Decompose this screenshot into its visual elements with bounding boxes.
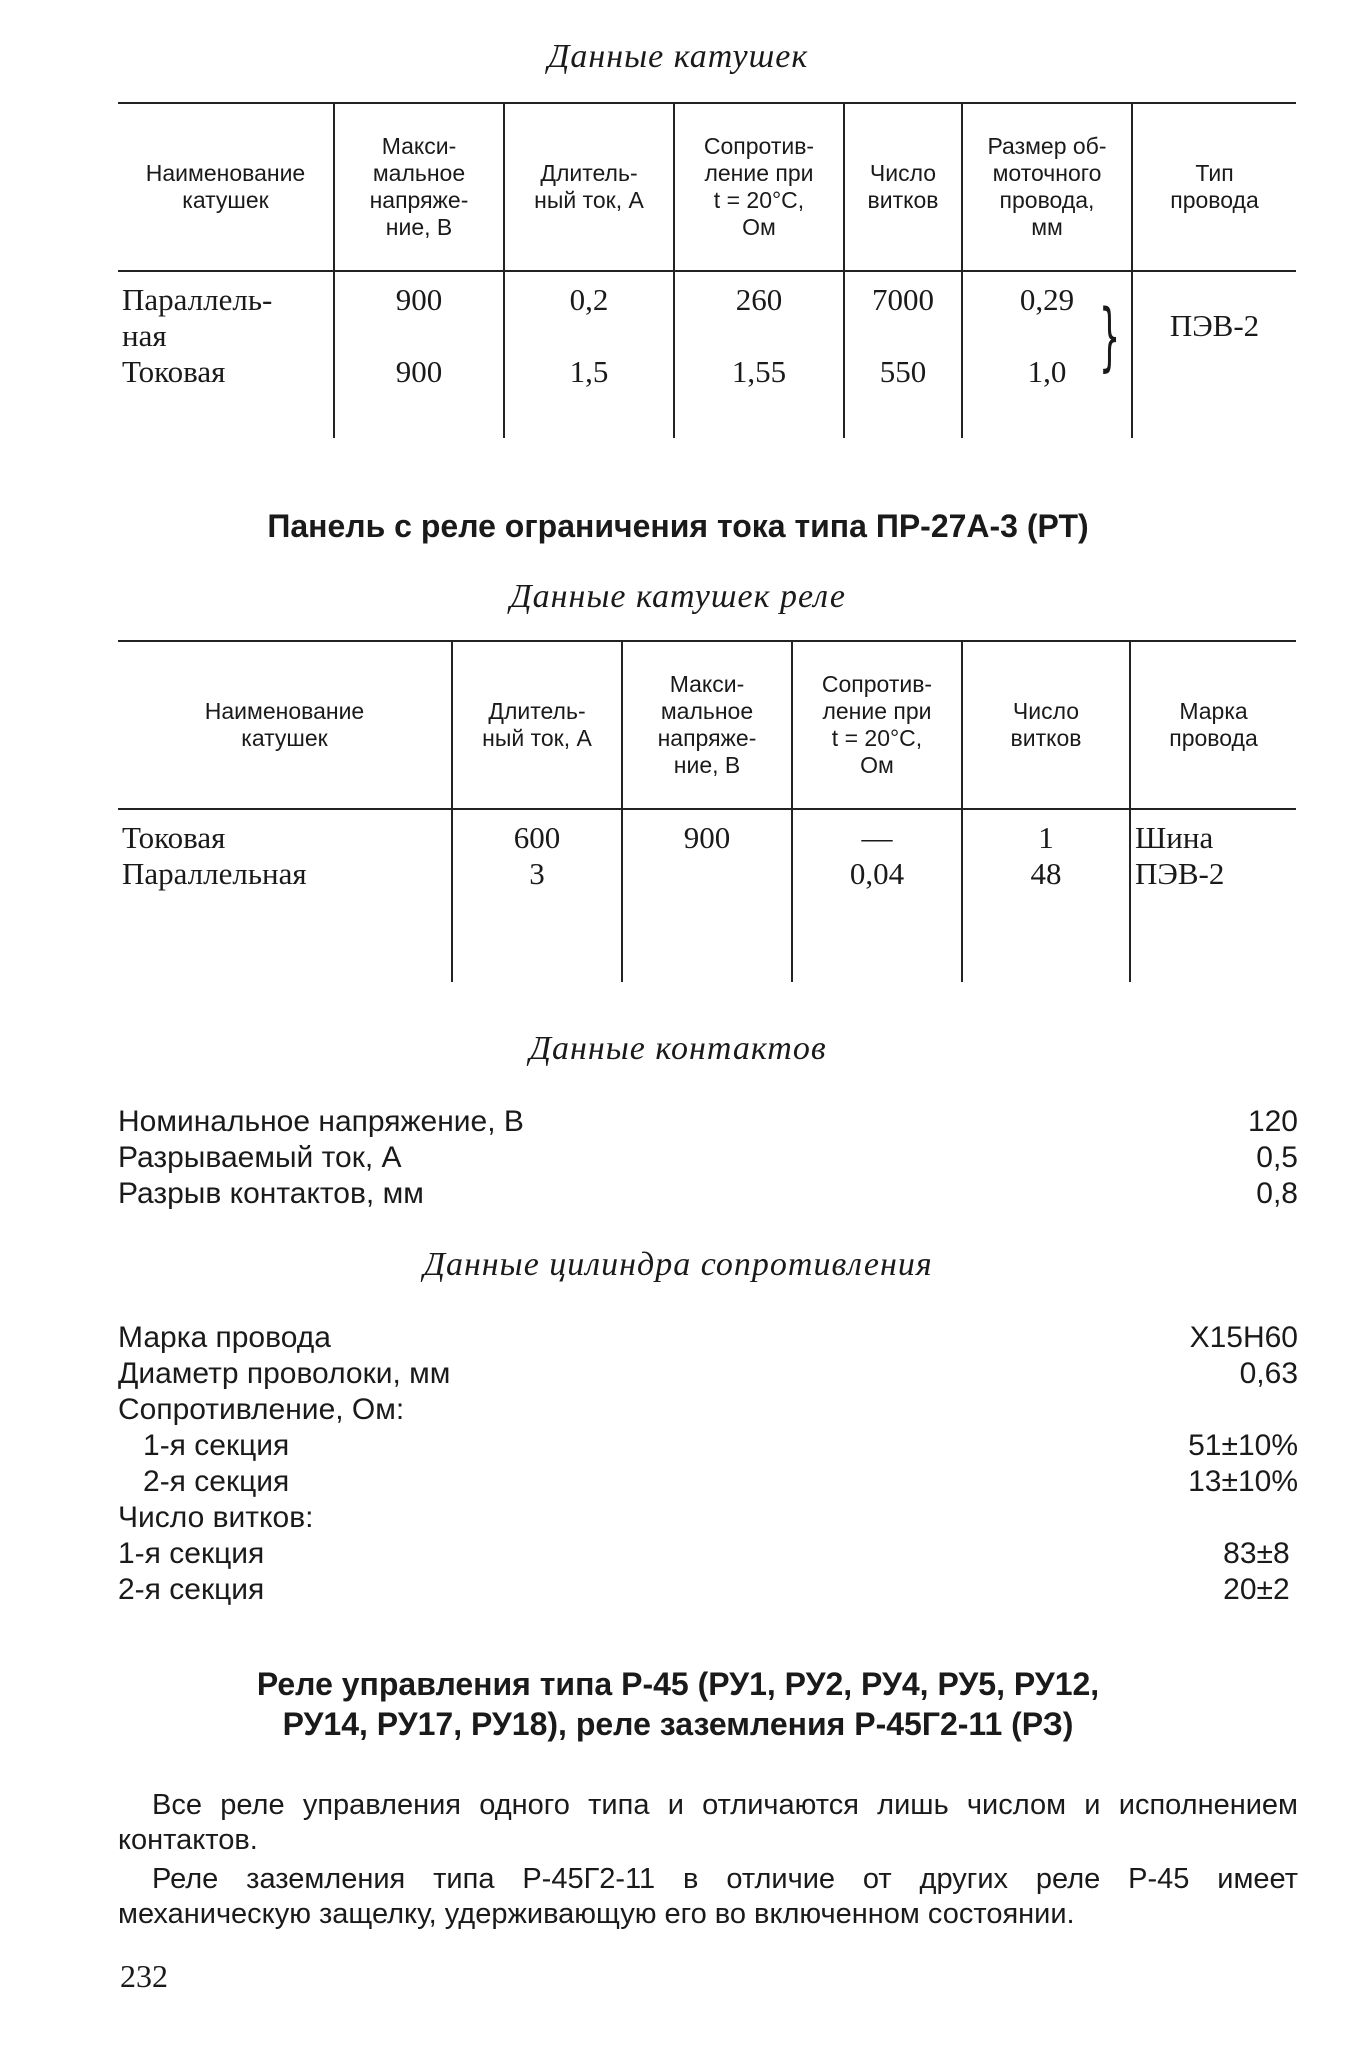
cell-value: ПЭВ-2 [1135,856,1225,891]
spec-label: 1-я секция [118,1537,265,1570]
spec-value: 83±8 [1223,1537,1298,1570]
cell-value: 3 [529,856,545,891]
column-header: Размер об- моточного провода, мм [962,103,1132,271]
coils-table-header-row [118,103,1296,271]
paragraph-2: Реле заземления типа Р-45Г2-11 в отличие от других реле Р-45 имеет механическую защелку, удерживающую его во включенном состоянии. [118,1863,1298,1930]
spec-row [118,1572,1298,1608]
table-body-row [118,809,1296,982]
column-header: Число витков [844,103,962,271]
control-relay-heading-line2: РУ14, РУ17, РУ18), реле заземления Р-45Г2-11 (РЗ) [282,1706,1074,1742]
contacts-list [118,1104,1298,1212]
cell-value: 7000 [872,282,934,317]
table-cell [504,271,674,438]
brace-icon: } [1098,294,1121,380]
cell-value: 260 [735,282,783,317]
cell-value: 0,2 [569,282,609,317]
spec-label: 2-я секция [118,1465,290,1498]
spec-row [118,1356,1298,1392]
cell-value: 900 [395,354,443,389]
column-header: Наименование катушек [118,103,334,271]
cell-value: Параллельная [122,856,307,891]
cell-value: 900 [395,282,443,317]
column-header: Длитель- ный ток, А [452,641,622,809]
column-header: Сопротив- ление при t = 20°С, Ом [792,641,962,809]
table-cell [334,271,504,438]
spec-label: Сопротивление, Ом: [118,1393,405,1426]
cell-value: 1,0 [1027,354,1067,389]
cell-value: 48 [1030,856,1062,891]
spec-label: Разрываемый ток, А [118,1141,402,1174]
column-header: Макси- мальное напряже- ние, В [334,103,504,271]
spec-value: 51±10% [1188,1429,1298,1462]
cell-value: Шина [1135,820,1214,855]
table-cell [962,809,1130,982]
cell-value: 550 [879,354,927,389]
cell-value: Токовая [122,820,226,855]
cell-value: 1,55 [731,354,787,389]
column-header: Макси- мальное напряже- ние, В [622,641,792,809]
relay-panel-heading: Панель с реле ограничения тока типа ПР-27А-3 (РТ) [267,508,1089,544]
spec-value: 0,63 [1239,1357,1298,1390]
cell-value: — [861,820,893,855]
cell-value: Токовая [122,354,226,389]
spec-label: Марка провода [118,1321,331,1354]
relay-coils-header-row [118,641,1296,809]
column-header: Сопротив- ление при t = 20°С, Ом [674,103,844,271]
cell-value: 600 [513,820,561,855]
control-relay-heading-line1: Реле управления типа Р-45 (РУ1, РУ2, РУ4, РУ5, РУ12, [256,1666,1100,1702]
cell-value: 900 [683,820,731,855]
table-cell [452,809,622,982]
spec-value: 20±2 [1223,1573,1298,1606]
spec-row [118,1320,1298,1356]
spec-label: Номинальное напряжение, В [118,1105,524,1138]
cell-value [627,856,787,892]
spec-row [118,1428,1298,1464]
table-cell [674,271,844,438]
spec-value: 0,8 [1256,1177,1298,1210]
column-header: Наименование катушек [118,641,452,809]
spec-row [118,1176,1298,1212]
relay-coils-caption: Данные катушек реле [509,578,846,615]
table-cell [1130,809,1296,982]
spec-row [118,1140,1298,1176]
column-header: Длитель- ный ток, А [504,103,674,271]
spec-label: Число витков: [118,1501,314,1534]
spec-label: 1-я секция [118,1429,290,1462]
spec-value: 0,5 [1256,1141,1298,1174]
paragraph-1: Все реле управления одного типа и отличаются лишь числом и исполнением контактов. [118,1789,1298,1856]
cell-value: Параллель- ная [122,282,273,353]
table-cell [792,809,962,982]
cell-value [1137,380,1292,416]
cell-value: 0,29 [1019,282,1075,317]
cell-value: ПЭВ-2 [1169,308,1260,343]
spec-label: 2-я секция [118,1573,265,1606]
table-cell [622,809,792,982]
control-relay-heading [0,1664,1356,1744]
column-header: Марка провода [1130,641,1296,809]
column-header: Число витков [962,641,1130,809]
spec-row [118,1500,1298,1536]
cylinder-caption: Данные цилиндра сопротивления [423,1246,933,1283]
spec-value: 13±10% [1188,1465,1298,1498]
spec-label: Разрыв контактов, мм [118,1177,424,1210]
contacts-caption: Данные контактов [529,1030,827,1067]
spec-row [118,1104,1298,1140]
coils-table [118,102,1296,438]
spec-row [118,1464,1298,1500]
table-cell [844,271,962,438]
spec-label: Диаметр проволоки, мм [118,1357,451,1390]
column-header: Тип провода [1132,103,1296,271]
table-cell [118,809,452,982]
cell-value: 1,5 [569,354,609,389]
cylinder-list [118,1320,1298,1608]
spec-row [118,1392,1298,1428]
table-cell [1132,271,1296,438]
spec-value: 120 [1247,1105,1298,1138]
page-number: 232 [120,1958,168,1994]
relay-coils-table [118,640,1296,982]
cell-value: 1 [1038,820,1054,855]
coils-table-caption: Данные катушек [547,38,809,75]
cell-value: 0,04 [849,856,905,891]
spec-value: Х15Н60 [1189,1321,1298,1354]
spec-row [118,1536,1298,1572]
table-cell [118,271,334,438]
